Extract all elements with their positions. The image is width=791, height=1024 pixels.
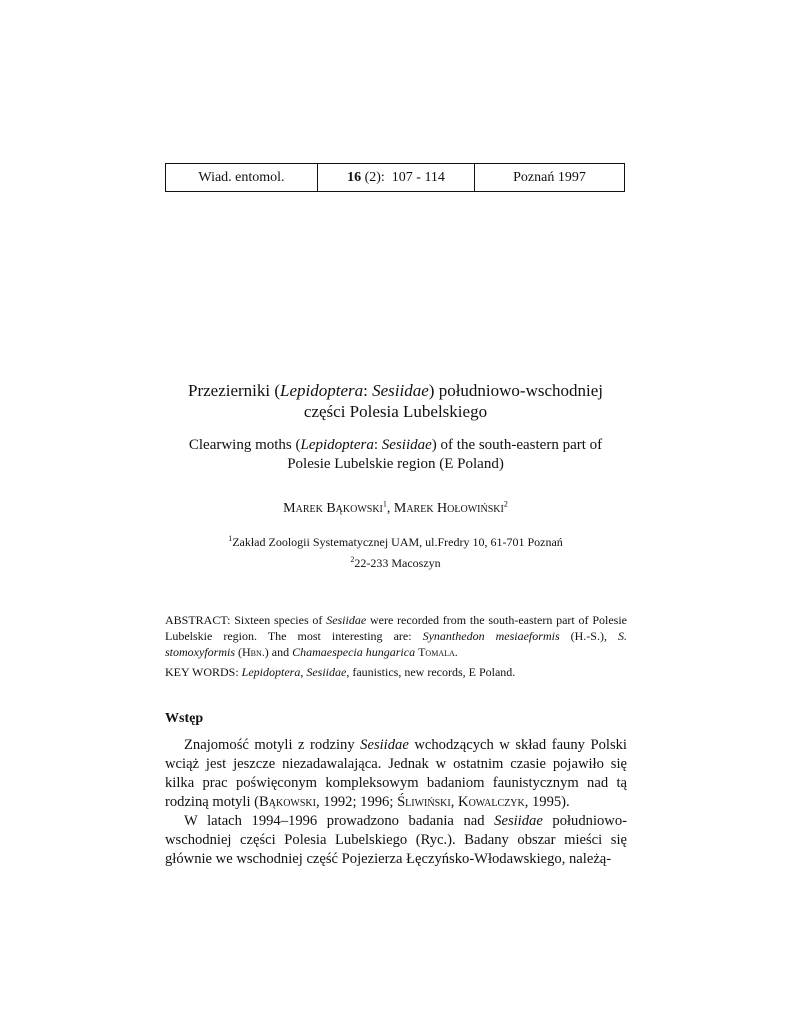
keywords-text: , faunistics, new records, E Poland. [346,665,516,679]
keyword-taxon: Lepidoptera [241,665,301,679]
affiliation-2 [0,556,791,571]
keywords-paragraph [165,664,627,680]
citation-author: Śliwiński [397,794,451,810]
abstract-author: Tomala [418,645,455,659]
body-paragraph [165,736,627,812]
author-name: Marek Bąkowski [283,501,383,516]
abstract-taxon: Chamaespecia hungarica [292,645,416,659]
keywords-label: KEY WORDS: [165,665,242,679]
title-english [0,436,791,474]
citation-author: Kowalczyk [458,794,525,810]
title-en-text: : [373,437,382,453]
affil-marker: 1 [228,534,233,543]
volume-number: 16 [347,169,362,185]
volume-issue-pages [318,164,475,191]
body-text-run: wchodzących w skład fauny Polski wciąż jest jeszcze niezadawalająca. Jednak w ostatnim czasie pojawiło się kilka prac poświęconym kompleksowym badaniom faunistycznym nad tą rodziną motyli ( [165,737,627,810]
body-taxon: Sesiidae [360,737,409,753]
citation-author: Bąkowski [259,794,316,810]
abstract-text: were recorded from the south-eastern part of Polesie Lubelskie region. The most interesting are: [165,613,627,643]
journal-header-box [165,163,625,192]
section-heading: Wstęp [165,711,204,726]
title-en-taxon: Lepidoptera [300,437,374,453]
title-pl-line2: części Polesia Lubelskiego [303,402,488,421]
author-affil-marker: 1 [382,499,387,509]
journal-name: Wiad. entomol. [166,164,318,191]
body-paragraph [165,812,627,869]
abstract-taxon: Sesiidae [326,613,367,627]
title-en-line2: Polesie Lubelskie region (E Poland) [287,456,504,472]
abstract-block [165,612,627,680]
body-taxon: Sesiidae [494,813,543,829]
title-en-text: ) of the south-eastern part of [431,437,603,453]
body-text-run: W latach 1994–1996 prowadzono badania nad [184,813,495,829]
place-year: Poznań 1997 [513,169,586,185]
abstract-author: Hbn. [242,645,265,659]
keywords-text: , [300,665,307,679]
title-en-text: Clearwing moths ( [188,437,301,453]
author-name: Marek Hołowiński [393,501,504,516]
body-text-run: południowo-wschodniej części Polesia Lubelskiego (Ryc.). Badany obszar mieści się głównie we wschodniej część Pojezierza Łęczyńsko-Włodawskiego, należą- [165,813,627,867]
abstract-text: (H.-S.), [559,629,619,643]
abstract-text: Sixteen species of [234,613,327,627]
keyword-taxon: Sesiidae [306,665,347,679]
title-pl-text: Przezierniki ( [187,381,281,400]
title-pl-text: ) południowo-wschodniej [428,381,604,400]
author-separator: , [386,501,394,516]
abstract-paragraph [165,612,627,660]
title-pl-taxon: Lepidoptera [280,381,364,400]
title-polish [0,380,791,422]
abstract-text: ) and [264,645,293,659]
affiliation-1 [0,535,791,550]
body-text-run: Znajomość motyli z rodziny [184,737,361,753]
abstract-text: . [454,645,458,659]
title-pl-text: : [363,381,373,400]
abstract-taxon: Synanthedon mesiaeformis [422,629,560,643]
author-affil-marker: 2 [503,499,508,509]
abstract-taxon: S. stomoxyformis [165,629,628,659]
affil-text: Zakład Zoologii Systematycznej UAM, ul.Fredry 10, 61-701 Poznań [232,535,563,549]
issue-pages: (2): 107 - 114 [361,169,445,185]
affil-text: 22-233 Macoszyn [354,556,441,570]
abstract-label: ABSTRACT: [165,613,235,627]
body-text [165,736,627,869]
abstract-text: ( [235,645,242,659]
title-en-taxon: Sesiidae [381,437,432,453]
affil-marker: 2 [350,555,355,564]
title-pl-taxon: Sesiidae [372,381,429,400]
authors-line [0,500,791,518]
body-text-run: , [450,794,459,810]
body-text-run: , 1992; 1996; [315,794,398,810]
body-text-run: , 1995). [524,794,570,810]
